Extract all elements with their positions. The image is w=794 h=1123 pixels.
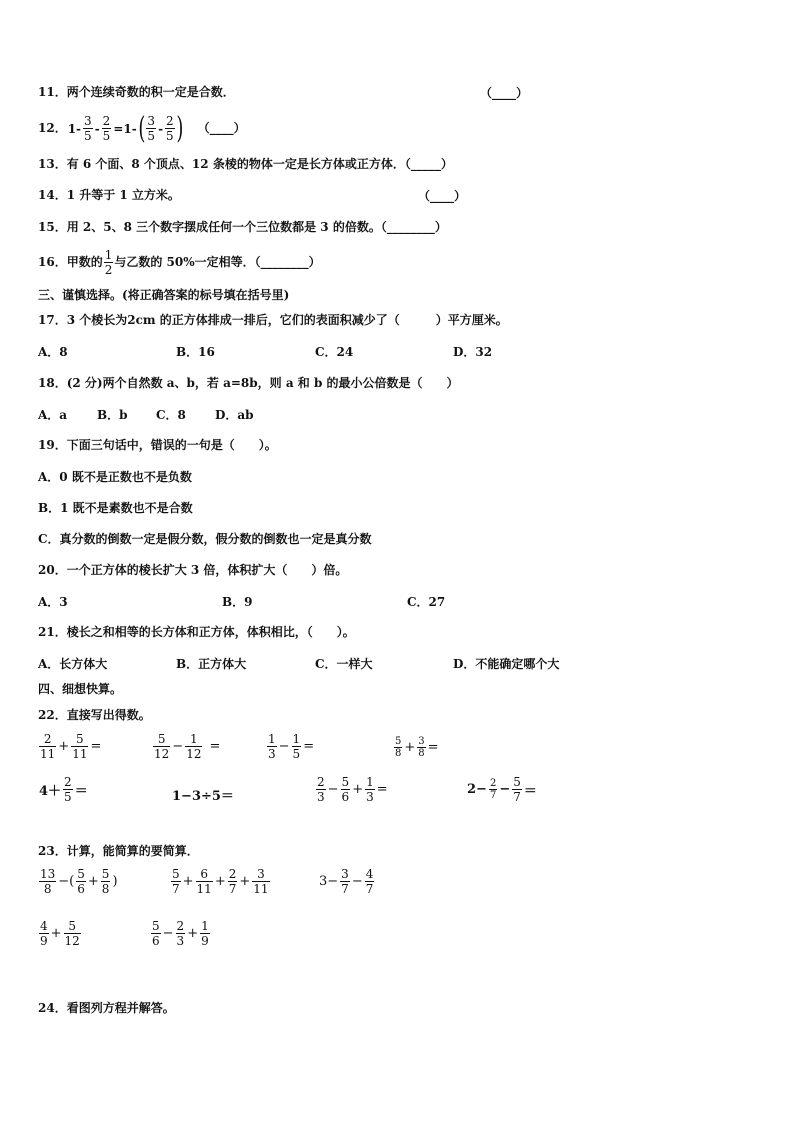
option-c[interactable]: C．24 (315, 345, 354, 359)
section-heading-3: 三、谨慎选择。(将正确答案的标号填在括号里) (38, 288, 290, 302)
expression-22-1: $\frac{2}{11}$ + $\frac{5}{11}$ = (40, 732, 102, 761)
option-d[interactable]: D．ab (215, 408, 254, 422)
question-23: 23．计算，能简算的要简算． (38, 844, 199, 858)
expression-23-4: $\frac{4}{9}$ + $\frac{5}{12}$ (40, 919, 80, 948)
question-number: 12． (38, 121, 67, 135)
answer-blank-14[interactable]: （____） (418, 189, 467, 203)
question-number: 14． (38, 188, 67, 202)
expression-22-3: $\frac{1}{3}$ − $\frac{1}{5}$ = (268, 732, 315, 761)
question-15 (38, 219, 447, 235)
answer-blank-12[interactable]: （____） (197, 121, 246, 135)
question-17: 17．3 个棱长为2cm 的正方体排成一排后，它们的表面积减少了（ ）平方厘米。 (38, 313, 508, 327)
expression-22-8: 2− $\frac{2}{7}$ − $\frac{5}{7}$ ＝ (467, 775, 537, 804)
question-21: 21．棱长之和相等的长方体和正方体，体积相比，（ ）。 (38, 625, 355, 639)
question-text[interactable]: 有 6 个面、8 个顶点、12 条棱的物体一定是长方体或正方体．（_____） (66, 157, 453, 171)
question-24: 24．看图列方程并解答。 (38, 1001, 175, 1015)
option-c[interactable]: C．27 (407, 595, 446, 609)
expression-23-3: 3− $\frac{3}{7}$ − $\frac{4}{7}$ (319, 867, 374, 896)
question-13 (38, 156, 453, 172)
option-b[interactable]: B．1 既不是素数也不是合数 (38, 501, 193, 515)
question-number: 16． (38, 255, 67, 269)
option-c[interactable]: C．真分数的倒数一定是假分数，假分数的倒数也一定是真分数 (38, 532, 372, 546)
question-22: 22．直接写出得数。 (38, 708, 151, 722)
fraction: $\frac{3}{5}$ (147, 114, 156, 143)
question-number: 13． (38, 157, 67, 171)
question-19: 19．下面三句话中，错误的一句是（ ）。 (38, 438, 277, 452)
option-d[interactable]: D．不能确定哪个大 (453, 657, 560, 671)
expression-22-5: 4＋ $\frac{2}{5}$ ＝ (39, 775, 88, 804)
fraction: $\frac{1}{2}$ (104, 248, 113, 277)
option-a[interactable]: A．a (38, 408, 68, 422)
option-c[interactable]: C．8 (156, 408, 186, 422)
fraction: $\frac{2}{5}$ (102, 114, 111, 143)
expression-22-7: $\frac{2}{3}$ − $\frac{5}{6}$ + $\frac{1}{3}$ = (317, 775, 388, 804)
option-b[interactable]: B．b (97, 408, 128, 422)
question-text[interactable]: 用 2、5、8 三个数字摆成任何一个三位数都是 3 的倍数。（________） (66, 220, 447, 234)
option-d[interactable]: D．32 (453, 345, 493, 359)
expression-22-2: $\frac{5}{12}$ − $\frac{1}{12}$ = (154, 732, 221, 761)
question-11 (38, 84, 235, 100)
question-16: 16．甲数的 $\frac{1}{2}$ 与乙数的 50%一定相等．（________） (38, 248, 321, 277)
fraction: $\frac{3}{5}$ (84, 114, 92, 143)
question-number: 15． (38, 220, 67, 234)
fraction: $\frac{2}{5}$ (166, 114, 174, 143)
expression-23-1: $\frac{13}{8}$ −( $\frac{5}{6}$ + $\frac{5}{8}$ ) (40, 867, 118, 896)
question-14 (38, 187, 180, 203)
expression-23-2: $\frac{5}{7}$ + $\frac{6}{11}$ + $\frac{2}{7}$ + $\frac{3}{11}$ (172, 867, 269, 896)
option-a[interactable]: A．长方体大 (38, 657, 108, 671)
question-text: 1 升等于 1 立方米。 (66, 188, 180, 202)
option-a[interactable]: A．3 (38, 595, 68, 609)
option-b[interactable]: B．16 (176, 345, 215, 359)
option-c[interactable]: C．一样大 (315, 657, 373, 671)
expression-22-4: $\frac{5}{8}$ + $\frac{3}{8}$ = (395, 736, 439, 759)
question-text[interactable]: 与乙数的 50%一定相等．（________） (114, 255, 321, 269)
question-12: 12．1- $\frac{3}{5}$ - $\frac{2}{5}$ =1-( $\frac{3}{5}$ - $\frac{2}{5}$ ) （____） (38, 110, 246, 146)
option-a[interactable]: A．0 既不是正数也不是负数 (38, 470, 192, 484)
question-18: 18．(2 分)两个自然数 a、b，若 a=8b，则 a 和 b 的最小公倍数是（ ） (38, 376, 459, 390)
option-a[interactable]: A．8 (38, 345, 68, 359)
option-b[interactable]: B．9 (222, 595, 253, 609)
question-text: 两个连续奇数的积一定是合数． (66, 85, 235, 99)
expression-23-5: $\frac{5}{6}$ − $\frac{2}{3}$ + $\frac{1}{9}$ (152, 919, 209, 948)
option-b[interactable]: B．正方体大 (176, 657, 247, 671)
section-heading-4: 四、细想快算。 (38, 682, 123, 696)
expression-22-6: 1−3÷5＝ (172, 789, 234, 804)
answer-blank-11[interactable]: （____） (480, 86, 529, 100)
question-20: 20．一个正方体的棱长扩大 3 倍，体积扩大（ ）倍。 (38, 563, 348, 577)
question-number: 11． (38, 85, 67, 99)
